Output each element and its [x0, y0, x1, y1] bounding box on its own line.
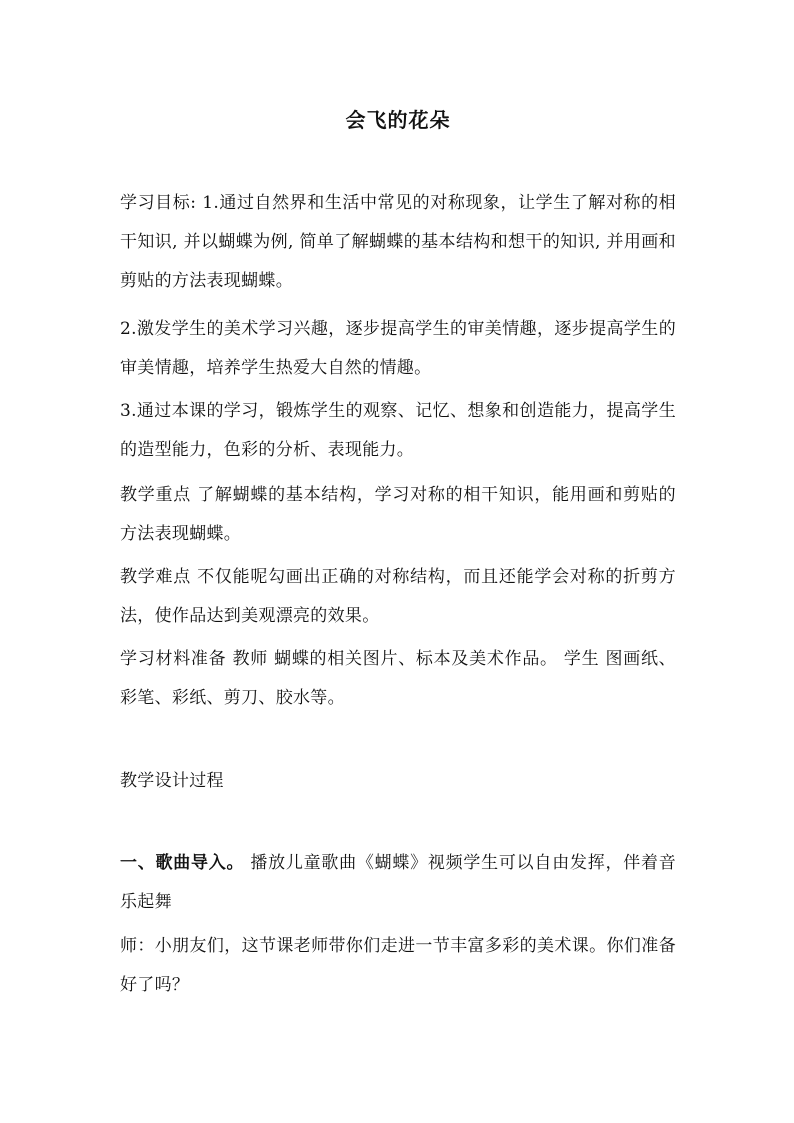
document-title: 会飞的花朵 — [345, 108, 451, 132]
teaching-difficulty-paragraph: 教学难点 不仅能呢勾画出正确的对称结构，而且还能学会对称的折剪方法，使作品达到美观漂亮的效果。 — [120, 567, 676, 626]
section-one-paragraph — [120, 844, 676, 922]
learning-goal-2-paragraph: 2.激发学生的美术学习兴趣，逐步提高学生的审美情趣，逐步提高学生的审美情趣，培养学生热爱大自然的情趣。 — [120, 319, 676, 378]
learning-goal-paragraph: 学习目标: 1.通过自然界和生活中常见的对称现象，让学生了解对称的相干知识, 并以蝴蝶为例, 简单了解蝴蝶的基本结构和想干的知识, 并用画和剪贴的方法表现蝴蝶。 — [120, 193, 676, 291]
teacher-dialogue-paragraph: 师：小朋友们，这节课老师带你们走进一节丰富多彩的美术课。你们准备好了吗？ — [120, 936, 676, 995]
teaching-process-heading: 教学设计过程 — [120, 771, 224, 791]
learning-goal-3-paragraph: 3.通过本课的学习，锻炼学生的观察、记忆、想象和创造能力，提高学生的造型能力，色彩的分析、表现能力。 — [120, 401, 676, 460]
section-one-heading: 一、歌曲导入。 — [120, 853, 245, 873]
section-one-body: 播放儿童歌曲《蝴蝶》视频学生可以自由发挥，伴着音乐起舞 — [120, 853, 676, 912]
teaching-focus-paragraph: 教学重点 了解蝴蝶的基本结构，学习对称的相干知识，能用画和剪贴的方法表现蝴蝶。 — [120, 485, 676, 544]
materials-paragraph: 学习材料准备 教师 蝴蝶的相关图片、标本及美术作品。 学生 图画纸、彩笔、彩纸、剪刀、胶水等。 — [120, 649, 676, 708]
